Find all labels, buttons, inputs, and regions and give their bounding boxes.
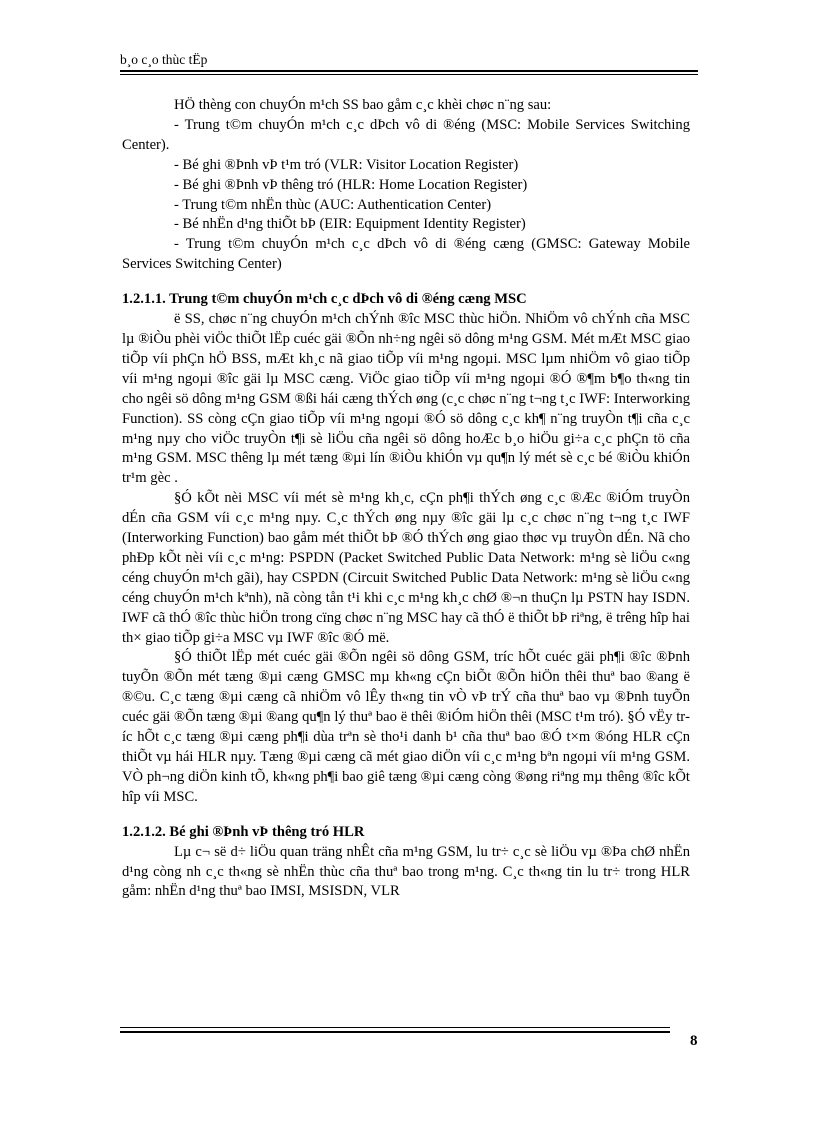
footer-divider [120, 1031, 670, 1033]
section-heading-msc: 1.2.1.1. Trung t©m chuyÓn m¹ch c¸c dÞch vô di ®éng cæng MSC [122, 291, 527, 308]
page-number: 8 [690, 1033, 698, 1049]
list-item: - Bé ghi ®Þnh vÞ t¹m tró (VLR: Visitor Location Register) [174, 156, 519, 173]
footer-divider-thin [120, 1027, 670, 1028]
body-paragraph: ë SS, chøc n¨ng chuyÓn m¹ch chÝnh ®îc MSC thùc hiÖn. NhiÖm vô chÝnh cña MSC lµ ®iÒu phèi viÖc thiÕt lËp cuéc gäi ®Õn nh÷ng ngêi sö dông m¹ng GSM. Mét mÆt MSC giao tiÕp víi phÇn hÖ BSS, mÆt kh¸c nã giao tiÕp víi m¹ng ngoµi. MSC lµm nhiÖm vô giao tiÕp víi m¹ng ngoµi ®îc gäi lµ MSC cæng. ViÖc giao tiÕp víi m¹ng ngoµi ®Ó ®¶m b¶o th«ng tin cho ngêi sö dông m¹ng GSM ®ßi hái cæng thÝch øng (c¸c chøc n¨ng t¬ng t¸c IWF: Interworking Function). SS còng cÇn giao tiÕp víi m¹ng ngoµi ®Ó sö dông c¸c kh¶ n¨ng truyÒn t¶i cña c¸c m¹ng nµy cho viÖc truyÒn t¶i sè liÖu cña ngêi sö dông hoÆc b¸o hiÖu gi÷a c¸c phÇn tö cña m¹ng GSM. MSC thêng lµ mét tæng ®µi lín ®iÒu khiÓn vµ qu¶n lý mét sè c¸c bé ®iÒu khiÓn tr¹m gèc . [122, 311, 690, 487]
list-item: - Trung t©m chuyÓn m¹ch c¸c dÞch vô di ®éng cæng (GMSC: Gateway Mobile Services Switching Center) [122, 236, 690, 273]
intro-paragraph: HÖ thèng con chuyÓn m¹ch SS bao gåm c¸c khèi chøc n¨ng sau: [174, 97, 552, 113]
header-divider-thin [120, 74, 698, 75]
body-paragraph: §Ó thiÕt lËp mét cuéc gäi ®Õn ngêi sö dông GSM, tríc hÕt cuéc gäi ph¶i ®îc ®Þnh tuyÕn ®Õn mét tæng ®µi cæng GMSC mµ kh«ng cÇn biÕt ®Õn hiÖn thêi thuª bao ®ang ë ®©u. C¸c tæng ®µi cæng cã nhiÖm vô lÊy th«ng tin vÒ vÞ trÝ cña thuª bao vµ ®Þnh tuyÕn cuéc gäi ®Õn tæng ®µi ®ang qu¶n lý thuª bao ë thêi ®iÓm hiÖn thêi (MSC t¹m tró). §Ó vËy tríc hÕt c¸c tæng ®µi cæng ph¶i dùa trªn sè tho¹i danh b¹ cña thuª bao ®Ó t×m ®óng HLR cÇn thiÕt vµ hái HLR nµy. Tæng ®µi cæng cã mét giao diÖn víi c¸c m¹ng bªn ngoµi víi m¹ng GSM. VÒ ph¬ng diÖn kinh tÕ, kh«ng ph¶i bao giê tæng ®µi cæng còng ®øng riªng mµ thêng ®îc kÕt hîp víi MSC. [122, 649, 690, 805]
list-item: - Bé nhËn d¹ng thiÕt bÞ (EIR: Equipment Identity Register) [174, 216, 526, 233]
body-paragraph: §Ó kÕt nèi MSC víi mét sè m¹ng kh¸c, cÇn ph¶i thÝch øng c¸c ®Æc ®iÓm truyÒn dÉn cña GSM víi c¸c m¹ng nµy. C¸c thÝch øng nµy ®îc gäi lµ c¸c chøc n¨ng t¬ng t¸c IWF (Interworking Function) bao gåm mét thiÕt bÞ ®Ó thÝch øng giao thøc vµ truyÒn dÉn. Nã cho phÐp kÕt nèi víi c¸c m¹ng: PSPDN (Packet Switched Public Data Network: m¹ng sè liÖu c«ng céng chuyÓn m¹ch gãi), hay CSPDN (Circuit Switched Public Data Network: m¹ng sè liÖu c«ng céng chuyÓn m¹ch kªnh), nã còng tån t¹i khi c¸c m¹ng kh¸c chØ ®¬n thuÇn lµ PSTN hay ISDN. IWF cã thÓ ®îc thùc hiÖn trong cïng chøc n¨ng MSC hay cã thÓ ë thiÕt bÞ riªng, ë trêng hîp hai th× giao tiÕp gi÷a MSC vµ IWF ®îc ®Ó më. [122, 490, 690, 646]
list-item: - Trung t©m chuyÓn m¹ch c¸c dÞch vô di ®éng (MSC: Mobile Services Switching Center). [122, 116, 690, 153]
document-body [122, 96, 690, 902]
list-item: - Bé ghi ®Þnh vÞ thêng tró (HLR: Home Location Register) [174, 176, 528, 193]
header-divider [120, 70, 698, 72]
page-header: b¸o c¸o thùc tËp [120, 52, 208, 67]
body-paragraph: Lµ c¬ së d÷ liÖu quan träng nhÊt cña m¹ng GSM, lu tr÷ c¸c sè liÖu vµ ®Þa chØ nhËn d¹ng còng nh c¸c th«ng sè nhËn thùc cña thuª bao trong m¹ng. C¸c th«ng tin lu tr÷ trong HLR gåm: nhËn d¹ng thuª bao IMSI, MSISDN, VLR [122, 843, 690, 900]
list-item: - Trung t©m nhËn thùc (AUC: Authentication Center) [174, 196, 492, 213]
section-heading-hlr: 1.2.1.2. Bé ghi ®Þnh vÞ thêng tró HLR [122, 823, 365, 840]
